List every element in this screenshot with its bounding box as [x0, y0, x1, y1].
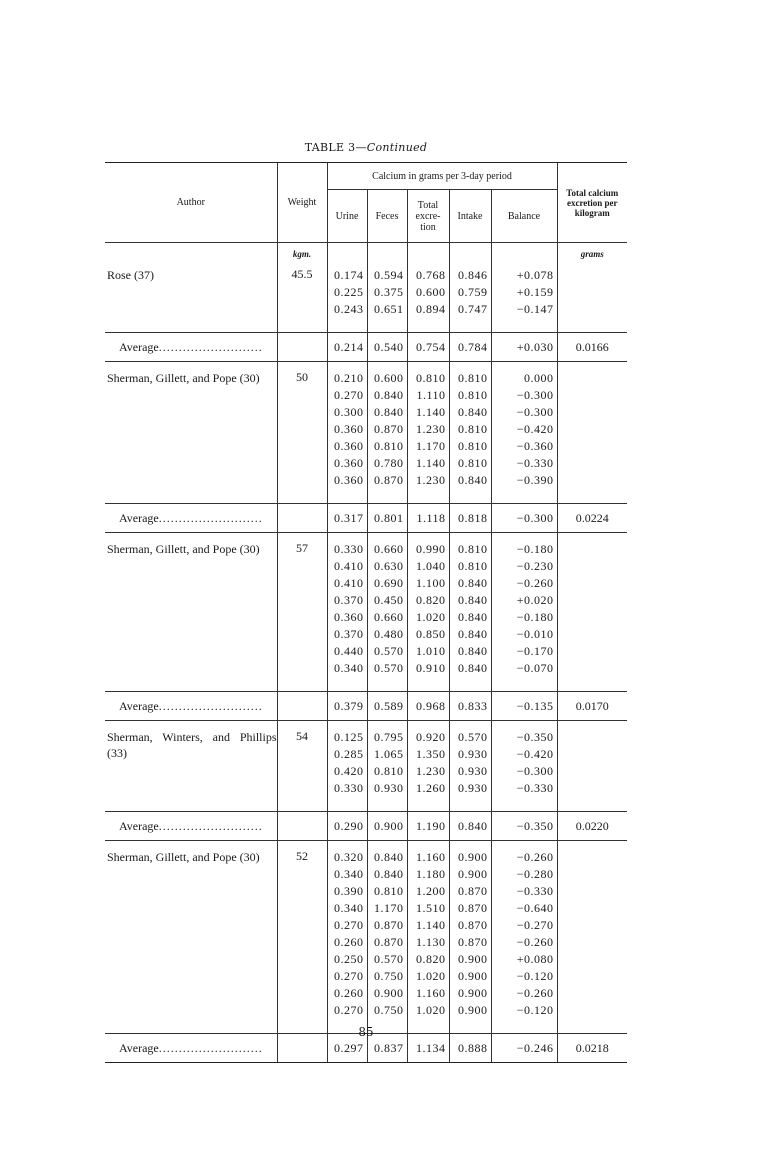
- unit-total: grams: [557, 243, 627, 260]
- value-cell: −0.420: [516, 747, 554, 761]
- value-cell: 0.375: [374, 285, 404, 299]
- value-cell: 0.410: [334, 576, 364, 590]
- value-cell: 1.350: [416, 747, 446, 761]
- average-value-cell: 0.900: [367, 812, 407, 841]
- average-label: Average..........................: [105, 333, 277, 362]
- value-cell: 0.840: [458, 405, 488, 419]
- unit-weight: kgm.: [277, 243, 327, 260]
- value-cell: 0.930: [458, 764, 488, 778]
- value-cell: −0.180: [516, 610, 554, 624]
- value-cell: −0.170: [516, 644, 554, 658]
- average-label-text: Average: [119, 340, 159, 354]
- value-cell: −0.420: [516, 422, 554, 436]
- value-cell: −0.260: [516, 935, 554, 949]
- value-cell: 1.140: [416, 405, 446, 419]
- average-value-cell: 0.840: [449, 812, 491, 841]
- value-cell: −0.230: [516, 559, 554, 573]
- value-cell: 0.900: [458, 986, 488, 1000]
- value-cell: 0.870: [374, 473, 404, 487]
- value-cell: 0.795: [374, 730, 404, 744]
- value-cell: 0.600: [416, 285, 446, 299]
- value-cell: 0.840: [458, 627, 488, 641]
- average-value-cell: −0.350: [491, 812, 557, 841]
- value-column: [327, 533, 367, 692]
- total-per-kg-cell: 0.0220: [557, 812, 627, 841]
- value-cell: −0.330: [516, 884, 554, 898]
- value-cell: 0.894: [416, 302, 446, 316]
- average-value-cell: 0.379: [327, 692, 367, 721]
- value-column: [449, 841, 491, 1034]
- value-cell: 0.270: [334, 1003, 364, 1017]
- value-cell: 0.270: [334, 388, 364, 402]
- value-cell: 0.810: [458, 439, 488, 453]
- value-cell: 0.810: [458, 559, 488, 573]
- value-column: [491, 841, 557, 1034]
- value-cell: 0.000: [524, 371, 554, 385]
- value-cell: 1.140: [416, 918, 446, 932]
- value-column: [407, 362, 449, 504]
- average-row: [105, 812, 627, 841]
- value-cell: 0.570: [374, 644, 404, 658]
- value-cell: 0.900: [458, 969, 488, 983]
- author-cell: Sherman, Winters, and Phillips (33): [107, 730, 277, 760]
- value-cell: 0.870: [374, 422, 404, 436]
- value-cell: 0.360: [334, 610, 364, 624]
- value-cell: 1.040: [416, 559, 446, 573]
- average-value-cell: 1.190: [407, 812, 449, 841]
- value-cell: 0.920: [416, 730, 446, 744]
- average-row: [105, 333, 627, 362]
- value-column: [407, 533, 449, 692]
- average-value-cell: 0.297: [327, 1034, 367, 1063]
- value-cell: −0.330: [516, 781, 554, 795]
- value-cell: 0.660: [374, 542, 404, 556]
- value-column: [491, 721, 557, 812]
- value-cell: −0.260: [516, 576, 554, 590]
- value-cell: −0.010: [516, 627, 554, 641]
- author-cell: Sherman, Gillett, and Pope (30): [107, 542, 260, 556]
- average-value-cell: 0.784: [449, 333, 491, 362]
- value-cell: −0.300: [516, 388, 554, 402]
- value-cell: −0.300: [516, 764, 554, 778]
- value-cell: −0.390: [516, 473, 554, 487]
- value-cell: −0.640: [516, 901, 554, 915]
- value-cell: 0.630: [374, 559, 404, 573]
- value-cell: 0.900: [458, 850, 488, 864]
- value-column: [491, 259, 557, 333]
- average-value-cell: 0.589: [367, 692, 407, 721]
- value-cell: 0.870: [458, 901, 488, 915]
- value-cell: 0.360: [334, 439, 364, 453]
- value-cell: 0.870: [374, 918, 404, 932]
- value-cell: 0.759: [458, 285, 488, 299]
- average-label: Average..........................: [105, 1034, 277, 1063]
- average-value-cell: 0.214: [327, 333, 367, 362]
- value-cell: 0.900: [458, 1003, 488, 1017]
- table-group: [105, 533, 627, 692]
- value-cell: 0.285: [334, 747, 364, 761]
- value-cell: 1.140: [416, 456, 446, 470]
- value-cell: −0.180: [516, 542, 554, 556]
- value-column: [407, 841, 449, 1034]
- average-value-cell: −0.246: [491, 1034, 557, 1063]
- value-cell: 0.570: [374, 661, 404, 675]
- weight-cell: 50: [277, 362, 327, 504]
- value-column: [367, 721, 407, 812]
- average-label-text: Average: [119, 819, 159, 833]
- header-feces: Feces: [367, 190, 407, 243]
- value-cell: 0.840: [374, 405, 404, 419]
- average-label-text: Average: [119, 699, 159, 713]
- average-value-cell: 0.540: [367, 333, 407, 362]
- value-cell: −0.120: [516, 969, 554, 983]
- value-cell: 0.370: [334, 627, 364, 641]
- weight-cell: 52: [277, 841, 327, 1034]
- value-cell: 0.810: [458, 456, 488, 470]
- average-value-cell: +0.030: [491, 333, 557, 362]
- value-column: [449, 721, 491, 812]
- value-cell: 1.230: [416, 764, 446, 778]
- value-cell: 1.100: [416, 576, 446, 590]
- value-cell: 1.130: [416, 935, 446, 949]
- average-value-cell: 1.134: [407, 1034, 449, 1063]
- value-cell: −0.300: [516, 405, 554, 419]
- value-cell: 0.243: [334, 302, 364, 316]
- value-cell: 0.900: [458, 867, 488, 881]
- average-value-cell: −0.135: [491, 692, 557, 721]
- value-cell: 0.360: [334, 422, 364, 436]
- value-cell: 0.747: [458, 302, 488, 316]
- header-weight: Weight: [277, 163, 327, 243]
- value-cell: 1.020: [416, 610, 446, 624]
- value-cell: 0.651: [374, 302, 404, 316]
- value-cell: 0.810: [416, 371, 446, 385]
- total-per-kg-cell: 0.0166: [557, 333, 627, 362]
- page-number: 85: [358, 1025, 374, 1039]
- value-cell: 0.810: [458, 422, 488, 436]
- average-value-cell: 0.837: [367, 1034, 407, 1063]
- value-cell: 0.840: [458, 473, 488, 487]
- header-urine: Urine: [327, 190, 367, 243]
- value-cell: 0.260: [334, 986, 364, 1000]
- average-row: [105, 692, 627, 721]
- value-cell: 0.870: [458, 884, 488, 898]
- average-row: [105, 504, 627, 533]
- value-cell: 0.340: [334, 867, 364, 881]
- value-cell: 0.300: [334, 405, 364, 419]
- value-cell: 0.340: [334, 901, 364, 915]
- value-cell: 1.510: [416, 901, 446, 915]
- average-label-text: Average: [119, 511, 159, 525]
- value-column: [407, 259, 449, 333]
- value-cell: 0.900: [374, 986, 404, 1000]
- value-cell: 0.810: [458, 371, 488, 385]
- weight-cell: 57: [277, 533, 327, 692]
- value-cell: 0.840: [374, 867, 404, 881]
- value-cell: 0.270: [334, 969, 364, 983]
- weight-cell: 45.5: [277, 259, 327, 333]
- average-label: Average..........................: [105, 812, 277, 841]
- calcium-table: [105, 162, 627, 1063]
- value-cell: 0.840: [458, 576, 488, 590]
- author-cell: Sherman, Gillett, and Pope (30): [107, 371, 260, 385]
- average-value-cell: 0.833: [449, 692, 491, 721]
- caption-prefix: TABLE 3—: [304, 141, 367, 154]
- value-cell: 0.750: [374, 1003, 404, 1017]
- value-cell: 1.160: [416, 850, 446, 864]
- value-cell: 1.020: [416, 969, 446, 983]
- value-cell: +0.080: [516, 952, 554, 966]
- header-balance: Balance: [491, 190, 557, 243]
- value-cell: −0.070: [516, 661, 554, 675]
- average-value-cell: 1.118: [407, 504, 449, 533]
- value-cell: 0.840: [458, 610, 488, 624]
- value-cell: −0.350: [516, 730, 554, 744]
- value-cell: 1.180: [416, 867, 446, 881]
- value-cell: 0.910: [416, 661, 446, 675]
- value-cell: 0.810: [374, 439, 404, 453]
- header-total-per-kg: Total calcium excretion per kilogram: [557, 163, 627, 243]
- average-label: Average..........................: [105, 692, 277, 721]
- value-cell: 1.230: [416, 422, 446, 436]
- value-cell: 0.840: [374, 388, 404, 402]
- value-cell: 0.768: [416, 268, 446, 282]
- value-column: [367, 841, 407, 1034]
- average-value-cell: 0.754: [407, 333, 449, 362]
- weight-cell: 54: [277, 721, 327, 812]
- average-value-cell: 0.317: [327, 504, 367, 533]
- value-cell: 1.170: [416, 439, 446, 453]
- value-cell: 0.840: [374, 850, 404, 864]
- value-cell: 0.810: [374, 884, 404, 898]
- value-cell: 0.270: [334, 918, 364, 932]
- value-column: [327, 841, 367, 1034]
- value-cell: 0.210: [334, 371, 364, 385]
- value-column: [327, 259, 367, 333]
- table-group: [105, 362, 627, 504]
- table-caption: [105, 141, 627, 154]
- value-cell: 0.480: [374, 627, 404, 641]
- total-per-kg-cell: 0.0218: [557, 1034, 627, 1063]
- value-cell: 0.440: [334, 644, 364, 658]
- value-cell: 0.810: [458, 388, 488, 402]
- value-cell: 1.065: [374, 747, 404, 761]
- value-cell: 0.810: [374, 764, 404, 778]
- value-cell: 1.010: [416, 644, 446, 658]
- value-cell: 0.450: [374, 593, 404, 607]
- value-cell: 1.200: [416, 884, 446, 898]
- value-cell: 0.870: [374, 935, 404, 949]
- value-column: [367, 362, 407, 504]
- total-per-kg-cell: 0.0224: [557, 504, 627, 533]
- value-cell: 0.174: [334, 268, 364, 282]
- average-value-cell: −0.300: [491, 504, 557, 533]
- value-column: [327, 362, 367, 504]
- value-column: [449, 362, 491, 504]
- average-value-cell: 0.290: [327, 812, 367, 841]
- value-cell: 0.870: [458, 935, 488, 949]
- value-cell: 0.330: [334, 542, 364, 556]
- value-cell: 0.570: [458, 730, 488, 744]
- value-cell: 1.260: [416, 781, 446, 795]
- value-cell: −0.120: [516, 1003, 554, 1017]
- value-cell: 0.750: [374, 969, 404, 983]
- value-cell: 0.840: [458, 661, 488, 675]
- value-column: [449, 533, 491, 692]
- value-cell: 0.340: [334, 661, 364, 675]
- author-cell: Sherman, Gillett, and Pope (30): [107, 850, 260, 864]
- value-cell: −0.147: [516, 302, 554, 316]
- value-column: [407, 721, 449, 812]
- value-cell: 0.840: [458, 593, 488, 607]
- total-per-kg-cell: 0.0170: [557, 692, 627, 721]
- value-cell: 0.570: [374, 952, 404, 966]
- value-cell: 0.260: [334, 935, 364, 949]
- value-cell: 0.930: [458, 781, 488, 795]
- value-cell: 0.594: [374, 268, 404, 282]
- value-cell: 0.330: [334, 781, 364, 795]
- value-cell: 0.840: [458, 644, 488, 658]
- value-cell: +0.020: [516, 593, 554, 607]
- value-column: [327, 721, 367, 812]
- value-cell: 1.230: [416, 473, 446, 487]
- value-cell: 0.690: [374, 576, 404, 590]
- header-author: Author: [105, 163, 277, 243]
- value-cell: +0.078: [516, 268, 554, 282]
- value-cell: 0.390: [334, 884, 364, 898]
- value-column: [367, 533, 407, 692]
- value-cell: 1.110: [416, 388, 446, 402]
- value-cell: 0.990: [416, 542, 446, 556]
- value-column: [367, 259, 407, 333]
- author-cell: Rose (37): [107, 268, 154, 282]
- average-value-cell: 0.968: [407, 692, 449, 721]
- value-cell: 1.170: [374, 901, 404, 915]
- value-cell: 0.870: [458, 918, 488, 932]
- value-cell: 0.850: [416, 627, 446, 641]
- value-cell: 0.810: [458, 542, 488, 556]
- value-cell: 0.370: [334, 593, 364, 607]
- value-cell: 0.780: [374, 456, 404, 470]
- value-cell: 1.160: [416, 986, 446, 1000]
- value-cell: 0.930: [374, 781, 404, 795]
- value-cell: 0.820: [416, 593, 446, 607]
- table-group: [105, 259, 627, 333]
- table-group: [105, 721, 627, 812]
- average-value-cell: 0.801: [367, 504, 407, 533]
- caption-suffix: Continued: [366, 141, 428, 154]
- value-cell: 0.320: [334, 850, 364, 864]
- value-cell: 0.420: [334, 764, 364, 778]
- header-calcium-group: Calcium in grams per 3-day period: [327, 163, 557, 190]
- average-value-cell: 0.818: [449, 504, 491, 533]
- average-label-text: Average: [119, 1041, 159, 1055]
- value-cell: 0.250: [334, 952, 364, 966]
- average-value-cell: 0.888: [449, 1034, 491, 1063]
- value-cell: 1.020: [416, 1003, 446, 1017]
- value-cell: 0.600: [374, 371, 404, 385]
- value-cell: 0.660: [374, 610, 404, 624]
- value-cell: 0.900: [458, 952, 488, 966]
- value-cell: 0.930: [458, 747, 488, 761]
- value-cell: −0.330: [516, 456, 554, 470]
- value-cell: −0.270: [516, 918, 554, 932]
- value-column: [491, 533, 557, 692]
- header-total-excretion: Total excre-tion: [407, 190, 449, 243]
- value-column: [449, 259, 491, 333]
- value-cell: 0.820: [416, 952, 446, 966]
- value-cell: 0.410: [334, 559, 364, 573]
- value-cell: +0.159: [516, 285, 554, 299]
- value-cell: 0.360: [334, 456, 364, 470]
- value-cell: 0.846: [458, 268, 488, 282]
- value-cell: −0.360: [516, 439, 554, 453]
- value-cell: −0.260: [516, 850, 554, 864]
- value-cell: −0.260: [516, 986, 554, 1000]
- value-cell: 0.225: [334, 285, 364, 299]
- value-column: [491, 362, 557, 504]
- average-label: Average..........................: [105, 504, 277, 533]
- value-cell: −0.280: [516, 867, 554, 881]
- value-cell: 0.360: [334, 473, 364, 487]
- value-cell: 0.125: [334, 730, 364, 744]
- header-intake: Intake: [449, 190, 491, 243]
- table-group: [105, 841, 627, 1034]
